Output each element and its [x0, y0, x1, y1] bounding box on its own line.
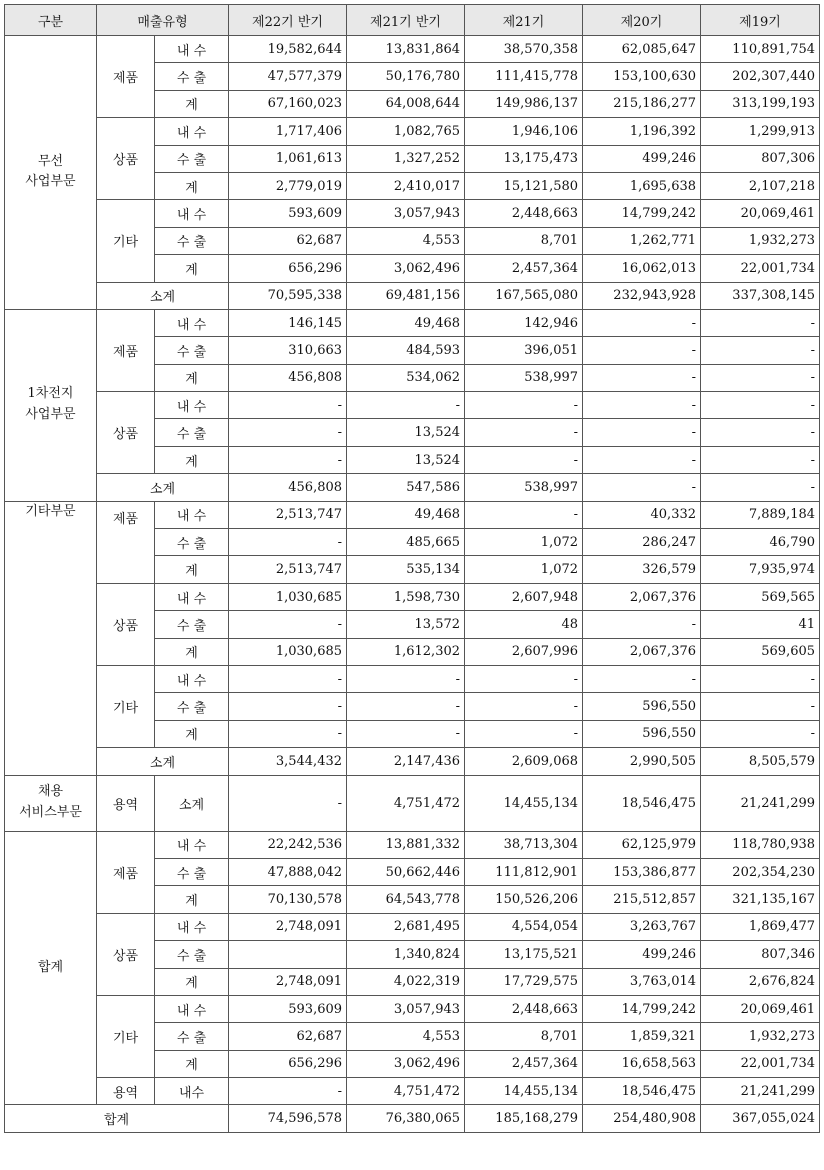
value-cell: 110,891,754	[701, 36, 820, 63]
value-cell: 286,247	[583, 529, 701, 556]
sales-type-cell: 계	[155, 638, 229, 665]
table-row	[5, 118, 820, 145]
value-cell: 1,695,638	[583, 172, 701, 199]
value-cell: 74,596,578	[229, 1105, 347, 1132]
value-cell: 7,935,974	[701, 556, 820, 583]
value-cell: 1,196,392	[583, 118, 701, 145]
value-cell: 16,062,013	[583, 255, 701, 282]
value-cell: 2,067,376	[583, 583, 701, 610]
value-cell: 18,546,475	[583, 775, 701, 831]
value-cell: 50,176,780	[347, 63, 465, 90]
value-cell: 41	[701, 611, 820, 638]
value-cell: -	[465, 392, 583, 419]
value-cell: 499,246	[583, 145, 701, 172]
value-cell: -	[701, 309, 820, 336]
value-cell: -	[229, 665, 347, 692]
group-cell: 용역	[97, 775, 155, 831]
value-cell: -	[229, 446, 347, 473]
group-cell: 상품	[97, 913, 155, 995]
value-cell: 7,889,184	[701, 501, 820, 528]
value-cell: 807,306	[701, 145, 820, 172]
table-row	[5, 309, 820, 336]
sales-type-cell: 내 수	[155, 118, 229, 145]
value-cell: 202,354,230	[701, 858, 820, 885]
value-cell: 321,135,167	[701, 886, 820, 913]
value-cell: 18,546,475	[583, 1078, 701, 1105]
value-cell: 367,055,024	[701, 1105, 820, 1132]
sales-type-cell: 내 수	[155, 913, 229, 940]
value-cell: -	[583, 364, 701, 391]
value-cell: 3,057,943	[347, 200, 465, 227]
value-cell: 62,687	[229, 227, 347, 254]
value-cell: 484,593	[347, 337, 465, 364]
header-period: 제21기 반기	[347, 5, 465, 36]
value-cell: -	[583, 446, 701, 473]
value-cell: 1,299,913	[701, 118, 820, 145]
value-cell: 62,687	[229, 1023, 347, 1050]
value-cell: 13,881,332	[347, 831, 465, 858]
sales-type-cell: 수 출	[155, 529, 229, 556]
value-cell: 202,307,440	[701, 63, 820, 90]
value-cell: -	[465, 419, 583, 446]
value-cell: 38,713,304	[465, 831, 583, 858]
value-cell: -	[347, 693, 465, 720]
value-cell: 185,168,279	[465, 1105, 583, 1132]
value-cell: 17,729,575	[465, 968, 583, 995]
value-cell: 1,717,406	[229, 118, 347, 145]
value-cell: 4,553	[347, 227, 465, 254]
value-cell: 1,932,273	[701, 1023, 820, 1050]
value-cell: 547,586	[347, 474, 465, 501]
value-cell: 69,481,156	[347, 282, 465, 309]
value-cell: 2,607,996	[465, 638, 583, 665]
value-cell: 38,570,358	[465, 36, 583, 63]
table-row	[5, 36, 820, 63]
table-row	[5, 775, 820, 831]
value-cell: 2,748,091	[229, 968, 347, 995]
value-cell: 254,480,908	[583, 1105, 701, 1132]
value-cell: 2,448,663	[465, 200, 583, 227]
value-cell: 596,550	[583, 693, 701, 720]
value-cell: -	[701, 392, 820, 419]
value-cell: 62,085,647	[583, 36, 701, 63]
sales-type-cell: 계	[155, 364, 229, 391]
value-cell: 3,544,432	[229, 748, 347, 775]
group-cell: 용역	[97, 1078, 155, 1105]
value-cell: 2,748,091	[229, 913, 347, 940]
value-cell: 8,505,579	[701, 748, 820, 775]
value-cell: 3,062,496	[347, 255, 465, 282]
value-cell: 656,296	[229, 1050, 347, 1077]
sales-type-cell: 수 출	[155, 63, 229, 90]
value-cell: 593,609	[229, 200, 347, 227]
value-cell: -	[229, 419, 347, 446]
sales-type-cell: 계	[155, 720, 229, 747]
group-cell: 상품	[97, 118, 155, 200]
sales-type-cell: 내 수	[155, 36, 229, 63]
value-cell: 1,262,771	[583, 227, 701, 254]
value-cell: 1,612,302	[347, 638, 465, 665]
value-cell: -	[583, 611, 701, 638]
subtotal-label: 소계	[97, 282, 229, 309]
group-cell: 상품	[97, 583, 155, 665]
value-cell: -	[465, 665, 583, 692]
value-cell: 13,175,521	[465, 941, 583, 968]
value-cell: 142,946	[465, 309, 583, 336]
value-cell: 310,663	[229, 337, 347, 364]
value-cell: 396,051	[465, 337, 583, 364]
value-cell: -	[701, 419, 820, 446]
value-cell: 21,241,299	[701, 775, 820, 831]
value-cell: -	[347, 665, 465, 692]
header-period: 제20기	[583, 5, 701, 36]
sales-type-cell: 계	[155, 556, 229, 583]
value-cell: 8,701	[465, 1023, 583, 1050]
value-cell: -	[701, 720, 820, 747]
value-cell: 215,512,857	[583, 886, 701, 913]
value-cell: 2,990,505	[583, 748, 701, 775]
sales-type-cell: 내 수	[155, 665, 229, 692]
value-cell: -	[229, 775, 347, 831]
value-cell: 150,526,206	[465, 886, 583, 913]
value-cell: 13,524	[347, 419, 465, 446]
value-cell: 1,061,613	[229, 145, 347, 172]
sales-table	[4, 4, 820, 1133]
value-cell: 326,579	[583, 556, 701, 583]
value-cell: 70,130,578	[229, 886, 347, 913]
table-row	[5, 995, 820, 1022]
value-cell: 14,455,134	[465, 775, 583, 831]
value-cell: 46,790	[701, 529, 820, 556]
value-cell: -	[465, 720, 583, 747]
value-cell: -	[465, 693, 583, 720]
value-cell: 2,107,218	[701, 172, 820, 199]
value-cell: 13,524	[347, 446, 465, 473]
value-cell: 21,241,299	[701, 1078, 820, 1105]
value-cell: 47,888,042	[229, 858, 347, 885]
segment-cell: 기타부문	[5, 501, 97, 775]
value-cell: 16,658,563	[583, 1050, 701, 1077]
value-cell: -	[583, 474, 701, 501]
value-cell: -	[347, 720, 465, 747]
value-cell: 596,550	[583, 720, 701, 747]
table-row	[5, 913, 820, 940]
value-cell: 2,147,436	[347, 748, 465, 775]
group-cell: 기타	[97, 665, 155, 747]
table-row	[5, 474, 820, 501]
value-cell: 64,008,644	[347, 90, 465, 117]
value-cell: 2,067,376	[583, 638, 701, 665]
table-row	[5, 1078, 820, 1105]
group-cell: 기타	[97, 995, 155, 1077]
value-cell: 62,125,979	[583, 831, 701, 858]
value-cell: 337,308,145	[701, 282, 820, 309]
value-cell: 15,121,580	[465, 172, 583, 199]
sales-type-cell: 수 출	[155, 941, 229, 968]
value-cell: 20,069,461	[701, 995, 820, 1022]
value-cell: 49,468	[347, 309, 465, 336]
sales-type-cell: 계	[155, 446, 229, 473]
value-cell: 1,859,321	[583, 1023, 701, 1050]
subtotal-label: 합계	[5, 1105, 229, 1132]
sales-type-cell: 내 수	[155, 392, 229, 419]
sales-type-cell: 수 출	[155, 145, 229, 172]
value-cell: -	[229, 1078, 347, 1105]
value-cell: 3,263,767	[583, 913, 701, 940]
group-cell: 기타	[97, 200, 155, 282]
value-cell: 76,380,065	[347, 1105, 465, 1132]
sales-type-cell: 계	[155, 886, 229, 913]
value-cell: 456,808	[229, 474, 347, 501]
sales-type-cell: 계	[155, 90, 229, 117]
value-cell: -	[229, 611, 347, 638]
value-cell: 22,001,734	[701, 1050, 820, 1077]
value-cell: 1,327,252	[347, 145, 465, 172]
table-row	[5, 583, 820, 610]
subtotal-label: 소계	[97, 474, 229, 501]
value-cell: -	[229, 693, 347, 720]
value-cell: 1,340,824	[347, 941, 465, 968]
value-cell: 1,030,685	[229, 638, 347, 665]
table-row	[5, 392, 820, 419]
value-cell: -	[701, 446, 820, 473]
value-cell: 1,072	[465, 556, 583, 583]
value-cell: 111,415,778	[465, 63, 583, 90]
sales-type-cell: 내 수	[155, 995, 229, 1022]
value-cell: -	[583, 337, 701, 364]
value-cell: -	[583, 665, 701, 692]
value-cell: 13,175,473	[465, 145, 583, 172]
value-cell: 1,082,765	[347, 118, 465, 145]
segment-cell: 채용 서비스부문	[5, 775, 97, 831]
value-cell: -	[583, 392, 701, 419]
value-cell: 499,246	[583, 941, 701, 968]
value-cell: 146,145	[229, 309, 347, 336]
value-cell: 2,681,495	[347, 913, 465, 940]
value-cell: -	[701, 337, 820, 364]
value-cell: 49,468	[347, 501, 465, 528]
table-row	[5, 748, 820, 775]
sales-type-cell: 내 수	[155, 831, 229, 858]
sales-type-cell: 내 수	[155, 309, 229, 336]
value-cell: 4,553	[347, 1023, 465, 1050]
sales-type-cell: 내수	[155, 1078, 229, 1105]
table-row	[5, 1105, 820, 1132]
value-cell: 20,069,461	[701, 200, 820, 227]
value-cell: 64,543,778	[347, 886, 465, 913]
sales-type-cell: 계	[155, 968, 229, 995]
value-cell: 13,831,864	[347, 36, 465, 63]
sales-type-cell: 수 출	[155, 858, 229, 885]
value-cell: -	[583, 419, 701, 446]
value-cell: 118,780,938	[701, 831, 820, 858]
value-cell: 538,997	[465, 474, 583, 501]
value-cell: 70,595,338	[229, 282, 347, 309]
value-cell: 13,572	[347, 611, 465, 638]
value-cell: 4,751,472	[347, 1078, 465, 1105]
value-cell: 1,869,477	[701, 913, 820, 940]
value-cell: 593,609	[229, 995, 347, 1022]
segment-cell: 합계	[5, 831, 97, 1105]
table-row	[5, 200, 820, 227]
sales-type-cell: 수 출	[155, 337, 229, 364]
value-cell: 14,799,242	[583, 200, 701, 227]
value-cell: 2,779,019	[229, 172, 347, 199]
sales-type-cell: 수 출	[155, 1023, 229, 1050]
value-cell: 2,513,747	[229, 556, 347, 583]
value-cell: 4,022,319	[347, 968, 465, 995]
value-cell: 1,598,730	[347, 583, 465, 610]
value-cell: 535,134	[347, 556, 465, 583]
header-period: 제22기 반기	[229, 5, 347, 36]
sales-type-cell: 계	[155, 1050, 229, 1077]
table-row	[5, 831, 820, 858]
group-cell: 상품	[97, 392, 155, 474]
value-cell: 215,186,277	[583, 90, 701, 117]
value-cell: 2,676,824	[701, 968, 820, 995]
value-cell: 807,346	[701, 941, 820, 968]
value-cell: 22,242,536	[229, 831, 347, 858]
value-cell: 8,701	[465, 227, 583, 254]
value-cell: 14,799,242	[583, 995, 701, 1022]
value-cell: 48	[465, 611, 583, 638]
value-cell: 1,946,106	[465, 118, 583, 145]
value-cell: -	[465, 501, 583, 528]
value-cell: 4,554,054	[465, 913, 583, 940]
value-cell: 3,763,014	[583, 968, 701, 995]
sales-type-cell: 수 출	[155, 611, 229, 638]
value-cell: 50,662,446	[347, 858, 465, 885]
value-cell: 22,001,734	[701, 255, 820, 282]
value-cell: 1,072	[465, 529, 583, 556]
value-cell: 569,565	[701, 583, 820, 610]
value-cell: 232,943,928	[583, 282, 701, 309]
sales-type-cell: 수 출	[155, 693, 229, 720]
value-cell: 2,457,364	[465, 1050, 583, 1077]
sales-type-cell: 내 수	[155, 501, 229, 528]
value-cell: 149,986,137	[465, 90, 583, 117]
value-cell: 153,100,630	[583, 63, 701, 90]
value-cell: -	[465, 446, 583, 473]
sales-type-cell: 내 수	[155, 583, 229, 610]
value-cell: 456,808	[229, 364, 347, 391]
group-cell: 제품	[97, 501, 155, 583]
value-cell: -	[583, 309, 701, 336]
value-cell: 19,582,644	[229, 36, 347, 63]
sales-type-cell: 내 수	[155, 200, 229, 227]
table-row	[5, 501, 820, 528]
sales-type-cell: 수 출	[155, 419, 229, 446]
value-cell: 47,577,379	[229, 63, 347, 90]
value-cell: -	[229, 529, 347, 556]
header-sales-type: 매출유형	[97, 5, 229, 36]
value-cell: 2,513,747	[229, 501, 347, 528]
value-cell: -	[701, 693, 820, 720]
segment-cell: 1차전지 사업부문	[5, 309, 97, 501]
value-cell: 40,332	[583, 501, 701, 528]
subtotal-label: 소계	[97, 748, 229, 775]
value-cell: 1,932,273	[701, 227, 820, 254]
value-cell: 2,457,364	[465, 255, 583, 282]
table-row	[5, 282, 820, 309]
value-cell: 485,665	[347, 529, 465, 556]
value-cell: 153,386,877	[583, 858, 701, 885]
header-row	[5, 5, 820, 36]
header-period: 제21기	[465, 5, 583, 36]
value-cell: 1,030,685	[229, 583, 347, 610]
value-cell: 534,062	[347, 364, 465, 391]
value-cell: 167,565,080	[465, 282, 583, 309]
value-cell: -	[701, 474, 820, 501]
value-cell: 569,605	[701, 638, 820, 665]
value-cell: 538,997	[465, 364, 583, 391]
sales-type-cell: 수 출	[155, 227, 229, 254]
value-cell: -	[229, 392, 347, 419]
segment-cell: 무선 사업부문	[5, 36, 97, 310]
group-cell: 제품	[97, 831, 155, 913]
group-cell: 제품	[97, 309, 155, 391]
value-cell: 2,607,948	[465, 583, 583, 610]
sales-type-cell: 계	[155, 255, 229, 282]
value-cell: 3,062,496	[347, 1050, 465, 1077]
header-category: 구분	[5, 5, 97, 36]
value-cell: 2,448,663	[465, 995, 583, 1022]
value-cell: 67,160,023	[229, 90, 347, 117]
value-cell: 3,057,943	[347, 995, 465, 1022]
value-cell: -	[701, 665, 820, 692]
group-cell: 제품	[97, 36, 155, 118]
value-cell: -	[701, 364, 820, 391]
header-period: 제19기	[701, 5, 820, 36]
sales-type-cell: 소계	[155, 775, 229, 831]
value-cell: -	[347, 392, 465, 419]
value-cell	[229, 941, 347, 968]
value-cell: 111,812,901	[465, 858, 583, 885]
value-cell: 656,296	[229, 255, 347, 282]
value-cell: 2,410,017	[347, 172, 465, 199]
value-cell: 313,199,193	[701, 90, 820, 117]
value-cell: 14,455,134	[465, 1078, 583, 1105]
table-row	[5, 665, 820, 692]
value-cell: 4,751,472	[347, 775, 465, 831]
sales-type-cell: 계	[155, 172, 229, 199]
value-cell: -	[229, 720, 347, 747]
table-body	[5, 36, 820, 1133]
value-cell: 2,609,068	[465, 748, 583, 775]
